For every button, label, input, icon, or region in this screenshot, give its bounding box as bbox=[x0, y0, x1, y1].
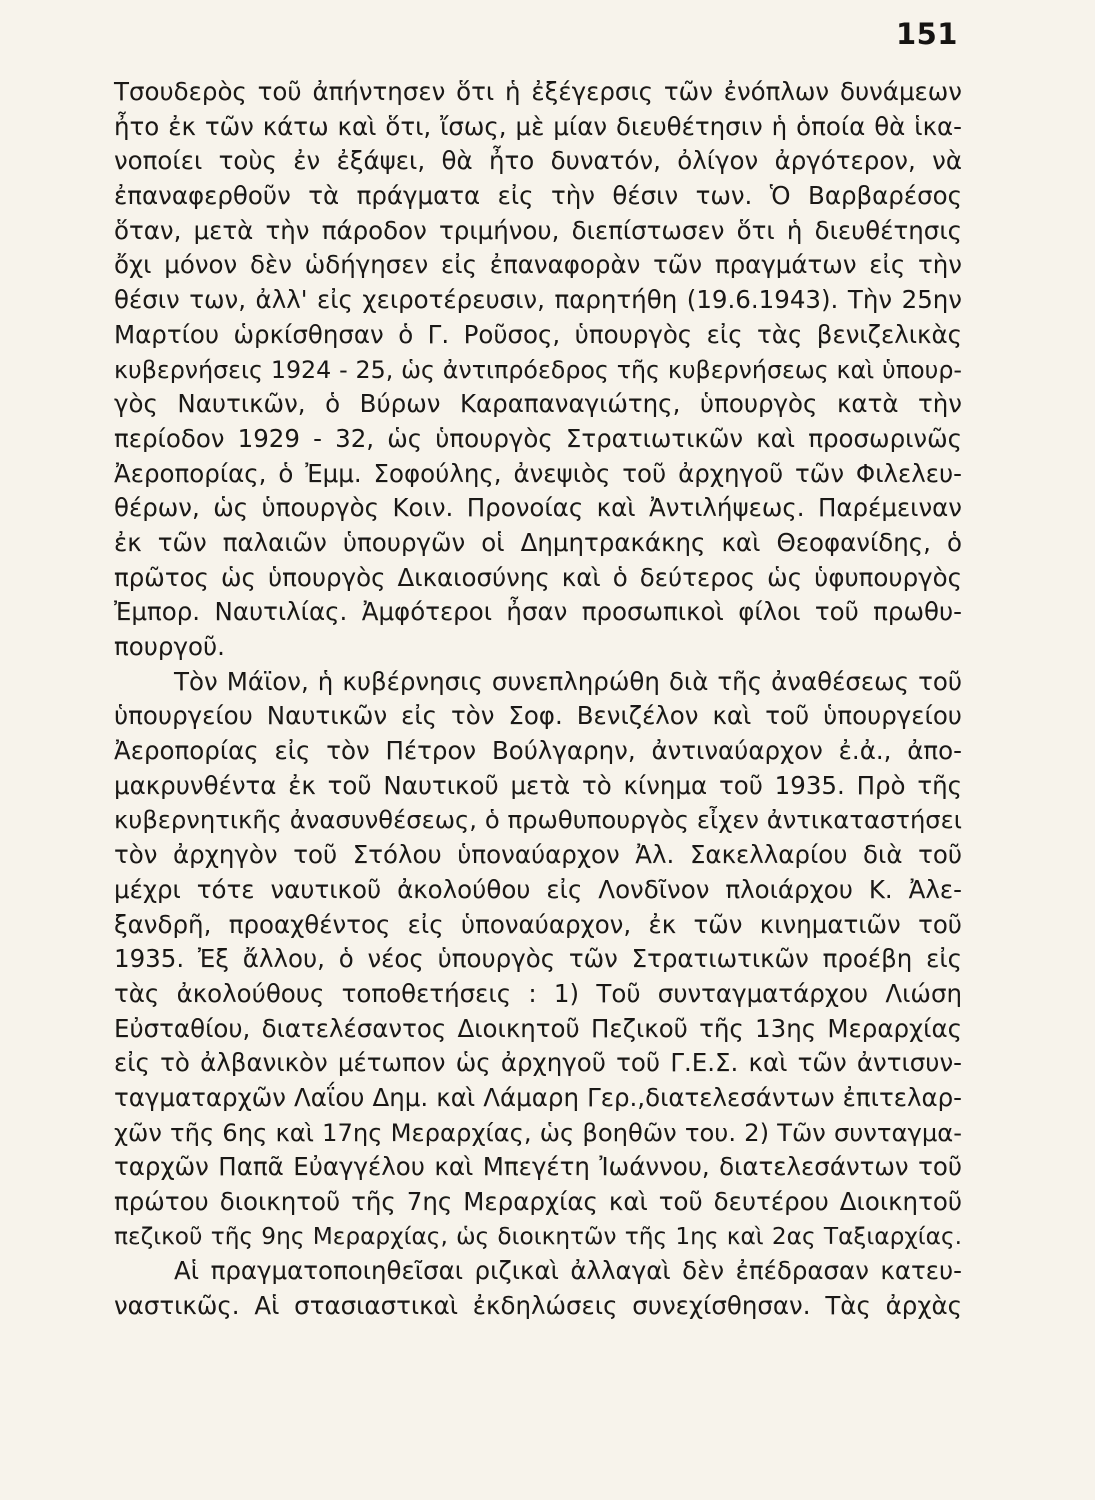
text-line: Τσουδερὸς τοῦ ἀπήντησεν ὅτι ἡ ἐξέγερσις τῶν ἐνόπλων δυνάμεων bbox=[114, 77, 962, 106]
text-line: περίοδον 1929 - 32, ὡς ὑπουργὸς Στρατιωτικῶν καὶ προσωρινῶς bbox=[114, 423, 962, 453]
body-text bbox=[114, 75, 962, 1324]
text-line: κυβερνήσεις 1924 - 25, ὡς ἀντιπρόεδρος τῆς κυβερνήσεως καὶ ὑπουρ- bbox=[114, 355, 962, 384]
text-line: κυβερνητικῆς ἀνασυνθέσεως, ὁ πρωθυπουργὸς εἶχεν ἀντικαταστήσει bbox=[114, 805, 962, 835]
text-line: ναστικῶς. Αἱ στασιαστικαὶ ἐκδηλώσεις συνεχίσθησαν. Τὰς ἀρχὰς bbox=[114, 1291, 962, 1321]
text-line: ὑπουργείου Ναυτικῶν εἰς τὸν Σοφ. Βενιζέλον καὶ τοῦ ὑπουργείου bbox=[114, 701, 962, 731]
text-line: πεζικοῦ τῆς 9ης Μεραρχίας, ὡς διοικητῶν τῆς 1ης καὶ 2ας Ταξιαρχίας. bbox=[114, 1222, 962, 1250]
text-line: τὰς ἀκολούθους τοποθετήσεις : 1) Τοῦ συνταγματάρχου Λιώση bbox=[114, 978, 962, 1008]
text-line: Ἀεροπορίας, ὁ Ἐμμ. Σοφούλης, ἀνεψιὸς τοῦ ἀρχηγοῦ τῶν Φιλελευ- bbox=[114, 458, 962, 488]
text-line: θέρων, ὡς ὑπουργὸς Κοιν. Προνοίας καὶ Ἀντιλήψεως. Παρέμειναν bbox=[114, 493, 962, 523]
text-line: ὅταν, μετὰ τὴν πάροδον τριμήνου, διεπίστωσεν ὅτι ἡ διευθέτησις bbox=[114, 215, 962, 245]
text-line: ἐκ τῶν παλαιῶν ὑπουργῶν οἱ Δημητρακάκης καὶ Θεοφανίδης, ὁ bbox=[114, 527, 962, 557]
text-line: εἰς τὸ ἀλβανικὸν μέτωπον ὡς ἀρχηγοῦ τοῦ Γ.Ε.Σ. καὶ τῶν ἀντισυν- bbox=[114, 1048, 962, 1078]
text-line: ξανδρῆ, προαχθέντος εἰς ὑποναύαρχον, ἐκ τῶν κινηματιῶν τοῦ bbox=[114, 909, 962, 939]
text-line: τὸν ἀρχηγὸν τοῦ Στόλου ὑποναύαρχον Ἀλ. Σακελλαρίου διὰ τοῦ bbox=[114, 840, 962, 870]
page-number: 151 bbox=[895, 17, 958, 51]
text-line: 1935. Ἐξ ἄλλου, ὁ νέος ὑπουργὸς τῶν Στρατιωτικῶν προέβη εἰς bbox=[114, 944, 962, 974]
paragraph-start-line: Τὸν Μάϊον, ἡ κυβέρνησις συνεπληρώθη διὰ τῆς ἀναθέσεως τοῦ bbox=[174, 666, 962, 696]
text-line: Ἀεροπορίας εἰς τὸν Πέτρον Βούλγαρην, ἀντιναύαρχον ἐ.ἀ., ἀπο- bbox=[114, 736, 962, 766]
text-line: Εὐσταθίου, διατελέσαντος Διοικητοῦ Πεζικοῦ τῆς 13ης Μεραρχίας bbox=[114, 1013, 962, 1043]
text-line: νοποίει τοὺς ἐν ἐξάψει, θὰ ἦτο δυνατόν, ὀλίγον ἀργότερον, νὰ bbox=[114, 146, 962, 176]
text-line: Ἐμπορ. Ναυτιλίας. Ἀμφότεροι ἦσαν προσωπικοὶ φίλοι τοῦ πρωθυ- bbox=[114, 597, 962, 627]
paragraph-start-line: Αἱ πραγματοποιηθεῖσαι ριζικαὶ ἀλλαγαὶ δὲν ἐπέδρασαν κατευ- bbox=[174, 1256, 962, 1286]
text-line: ὄχι μόνον δὲν ὡδήγησεν εἰς ἐπαναφορὰν τῶν πραγμάτων εἰς τὴν bbox=[114, 250, 962, 280]
paragraph-end-line: πουργοῦ. bbox=[114, 632, 225, 661]
text-line: ἐπαναφερθοῦν τὰ πράγματα εἰς τὴν θέσιν των. Ὁ Βαρβαρέσος bbox=[114, 181, 962, 211]
text-line: γὸς Ναυτικῶν, ὁ Βύρων Καραπαναγιώτης, ὑπουργὸς κατὰ τὴν bbox=[114, 389, 962, 419]
text-line: ταρχῶν Παπᾶ Εὐαγγέλου καὶ Μπεγέτη Ἰωάννου, διατελεσάντων τοῦ bbox=[114, 1152, 962, 1182]
text-line: ἦτο ἐκ τῶν κάτω καὶ ὅτι, ἴσως, μὲ μίαν διευθέτησιν ἡ ὁποία θὰ ἱκα- bbox=[114, 111, 962, 141]
text-line: Μαρτίου ὡρκίσθησαν ὁ Γ. Ροῦσος, ὑπουργὸς εἰς τὰς βενιζελικὰς bbox=[114, 319, 962, 349]
text-line: χῶν τῆς 6ης καὶ 17ης Μεραρχίας, ὡς βοηθῶν του. 2) Τῶν συνταγμα- bbox=[114, 1117, 962, 1147]
text-line: θέσιν των, ἀλλ' εἰς χειροτέρευσιν, παρητήθη (19.6.1943). Τὴν 25ην bbox=[114, 285, 962, 315]
text-line: πρώτου διοικητοῦ τῆς 7ης Μεραρχίας καὶ τοῦ δευτέρου Διοικητοῦ bbox=[114, 1187, 962, 1216]
text-line: ταγματαρχῶν Λαΐου Δημ. καὶ Λάμαρη Γερ.,διατελεσάντων ἐπιτελαρ- bbox=[114, 1082, 962, 1112]
text-line: πρῶτος ὡς ὑπουργὸς Δικαιοσύνης καὶ ὁ δεύτερος ὡς ὑφυπουργὸς bbox=[114, 562, 962, 592]
text-line: μέχρι τότε ναυτικοῦ ἀκολούθου εἰς Λονδῖνον πλοιάρχου Κ. Ἀλε- bbox=[114, 874, 962, 904]
text-line: μακρυνθέντα ἐκ τοῦ Ναυτικοῦ μετὰ τὸ κίνημα τοῦ 1935. Πρὸ τῆς bbox=[114, 770, 962, 800]
